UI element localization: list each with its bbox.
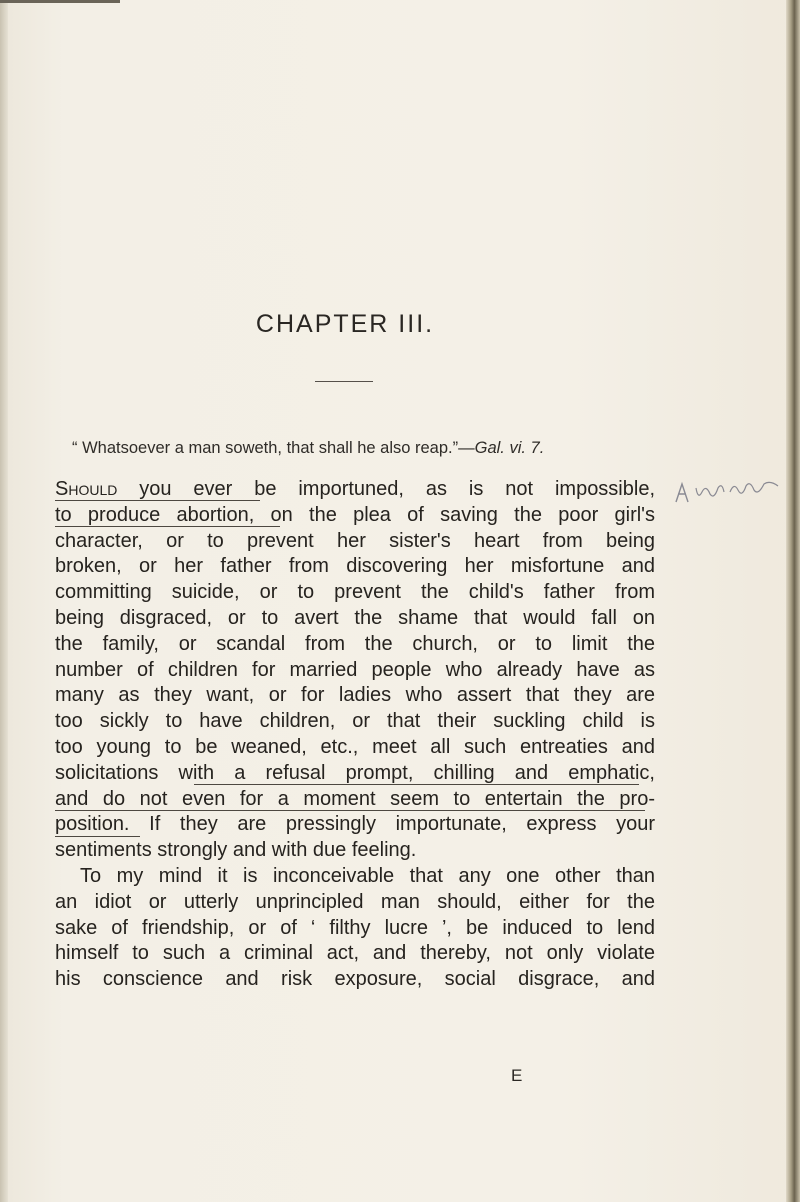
pencil-underline (55, 836, 140, 837)
paragraph-2-line: himself to such a criminal act, and thereby, not only violate (55, 942, 655, 965)
page-right-edge (786, 0, 800, 1202)
chapter-title: CHAPTER III. (255, 310, 435, 338)
paragraph-1-line: to produce abortion, on the plea of saving the poor girl's (55, 503, 655, 526)
paragraph-2-line: an idiot or utterly unprincipled man should, either for the (55, 890, 655, 913)
title-divider (315, 381, 373, 382)
pencil-underline (194, 784, 639, 785)
body-text (55, 477, 655, 993)
page-left-edge (0, 0, 8, 1202)
paragraph-1-line: broken, or her father from discovering her misfortune and (55, 555, 655, 578)
epigraph-citation: Gal. vi. 7. (474, 439, 545, 457)
paragraph-1-line: solicitations with a refusal prompt, chilling and emphatic, (55, 761, 655, 784)
paragraph-1-line: committing suicide, or to prevent the child's father from (55, 581, 655, 604)
paragraph-1-line: too sickly to have children, or that their suckling child is (55, 710, 655, 733)
epigraph (72, 439, 712, 458)
paragraph-2-line: To my mind it is inconceivable that any one other than (80, 864, 655, 887)
paragraph-1-line: too young to be weaned, etc., meet all such entreaties and (55, 735, 655, 758)
pencil-underline (55, 526, 280, 527)
paragraph-1-line: many as they want, or for ladies who assert that they are (55, 684, 655, 707)
paragraph-2-line: sake of friendship, or of ‘ filthy lucre ’, be induced to lend (55, 916, 655, 939)
page-top-shadow (0, 0, 120, 3)
paragraph-1-line: and do not even for a moment seem to entertain the pro- (55, 787, 655, 810)
pencil-underline (55, 500, 260, 501)
signature-mark: E (511, 1066, 523, 1085)
paragraph-1-line-1: Should you ever be importuned, as is not impossible, (55, 478, 655, 500)
paragraph-1-line: number of children for married people who already have as (55, 658, 655, 681)
handwritten-margin-note (668, 472, 788, 512)
paragraph-1-line: position. If they are pressingly importunate, express your (55, 813, 655, 836)
paragraph-1-line: character, or to prevent her sister's heart from being (55, 529, 655, 552)
paragraph-1-line: sentiments strongly and with due feeling. (55, 839, 417, 862)
pencil-underline (55, 810, 645, 811)
paragraph-2-line: his conscience and risk exposure, social disgrace, and (55, 968, 655, 991)
paragraph-1-line: the family, or scandal from the church, or to limit the (55, 632, 655, 655)
paragraph-1-line: being disgraced, or to avert the shame that would fall on (55, 606, 655, 629)
epigraph-quote: “ Whatsoever a man soweth, that shall he also reap.”— (72, 439, 475, 457)
drop-word: Should (55, 478, 118, 500)
